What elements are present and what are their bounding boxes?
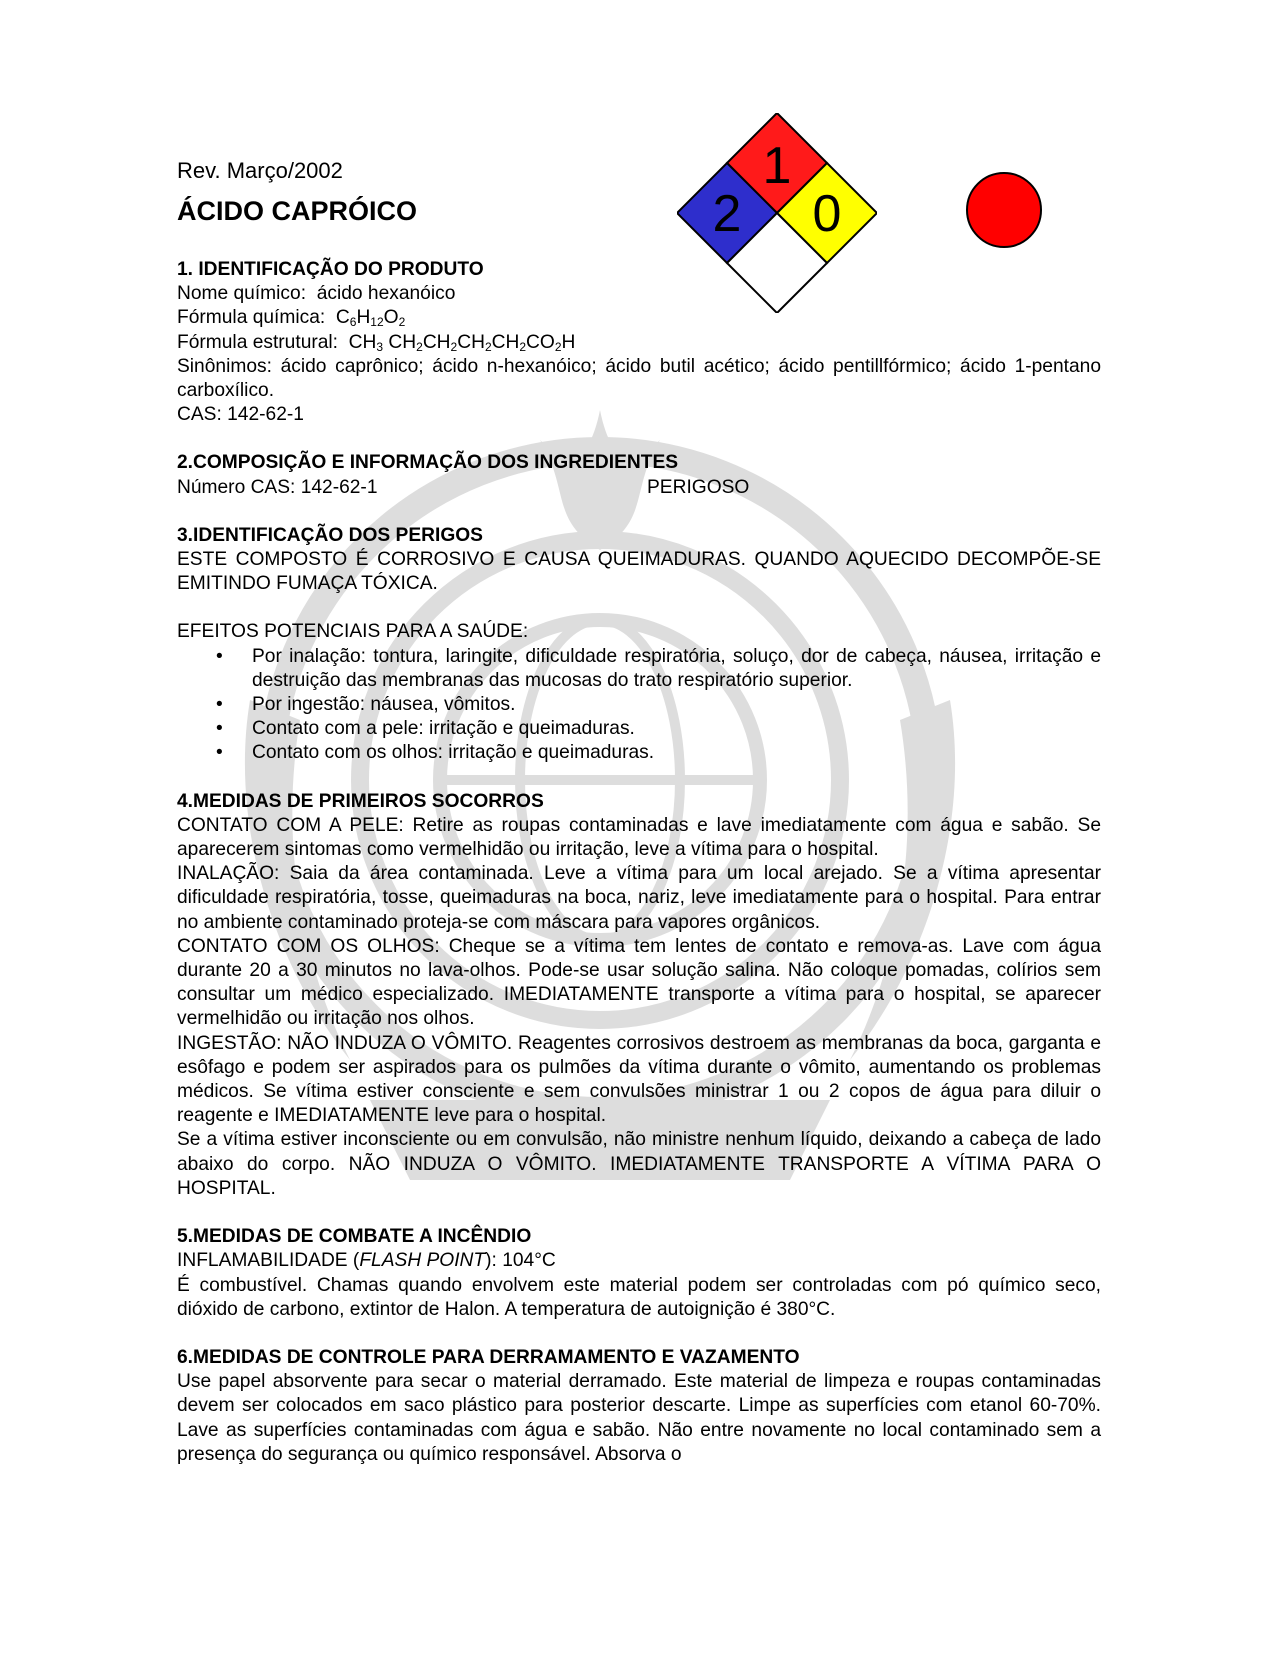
- list-item: • Por ingestão: náusea, vômitos.: [252, 693, 1101, 717]
- first-aid-eyes: CONTATO COM OS OLHOS: Cheque se a vítima tem lentes de contato e remova-as. Lave com água durante 20 a 30 minutos no lava-olhos. Pode-se usar solução salina. Não coloque pomadas, colírios sem consultar um médico especializado. IMEDIATAMENTE transporte a vítima para o hospital, se aparecer vermelhidão ou irritação nos olhos.: [177, 935, 1101, 1030]
- section-identificacao: [177, 258, 1101, 427]
- first-aid-inhalation: INALAÇÃO: Saia da área contaminada. Leve a vítima para um local arejado. Se a vítima apresentar dificuldade respiratória, tosse, queimaduras na boca, nariz, leve imediatamente para o hospital. Para entrar no ambiente contaminado proteja-se com máscara para vapores orgânicos.: [177, 863, 1101, 933]
- list-item: • Contato com os olhos: irritação e queimaduras.: [252, 741, 1101, 765]
- nome-quimico-value: ácido hexanóico: [316, 283, 456, 305]
- formula-estrutural-label: Fórmula estrutural:: [177, 331, 339, 353]
- health-effects-list: [177, 645, 1101, 766]
- section-5-heading: 5.MEDIDAS DE COMBATE A INCÊNDIO: [177, 1226, 532, 1248]
- fire-fighting-text: É combustível. Chamas quando envolvem este material podem ser controladas com pó químico seco, dióxido de carbono, extintor de Halon. A temperatura de autoignição é 380°C.: [177, 1274, 1101, 1320]
- nfpa-health-value: 2: [712, 185, 742, 243]
- cas-number-row: [177, 476, 1101, 500]
- cas-line: CAS: 142-62-1: [177, 404, 304, 426]
- flash-point-label: INFLAMABILIDADE (: [177, 1250, 360, 1272]
- spill-control-text: Use papel absorvente para secar o material derramado. Este material de limpeza e roupas contaminadas devem ser colocados em saco plástico para posterior descarte. Limpe as superfícies com etanol 60-70%. Lave as superfícies contaminadas com água e sabão. Não entre novamente no local contaminado sem a presença do segurança ou químico responsável. Absorva o: [177, 1371, 1101, 1465]
- section-1-heading: 1. IDENTIFICAÇÃO DO PRODUTO: [177, 259, 484, 280]
- flash-point-line: [177, 1249, 1101, 1273]
- list-item: • Contato com a pele: irritação e queimaduras.: [252, 717, 1101, 741]
- cas-number: Número CAS: 142-62-1: [177, 476, 378, 498]
- first-aid-ingestion: INGESTÃO: NÃO INDUZA O VÔMITO. Reagentes corrosivos destroem as membranas da boca, garganta e esôfago e podem ser aspirados para os pulmões da vítima durante o vômito, aumentando os problemas médicos. Se vítima estiver consciente e sem convulsões ministrar 1 ou 2 copos de água para diluir o reagente e IMEDIATAMENTE leve para o hospital.: [177, 1032, 1101, 1127]
- document-title: ÁCIDO CAPRÓICO: [177, 196, 418, 226]
- flash-point-italic: FLASH POINT: [359, 1250, 486, 1272]
- list-item: • Por inalação: tontura, laringite, dificuldade respiratória, soluço, dor de cabeça, náusea, irritação e destruição das membranas das mucosas do trato respiratório superior.: [252, 645, 1101, 693]
- first-aid-skin: CONTATO COM A PELE: Retire as roupas contaminadas e lave imediatamente com água e sabão. Se aparecerem sintomas como vermelhidão ou irritação, leve a vítima para o hospital.: [177, 814, 1101, 861]
- nfpa-flammability-value: 1: [762, 137, 792, 195]
- nome-quimico-line: [177, 282, 1101, 306]
- section-perigos: [177, 524, 1101, 766]
- health-effects-title: EFEITOS POTENCIAIS PARA A SAÚDE:: [177, 621, 529, 643]
- formula-estrutural-line: Fórmula estrutural: $CH_3$ $CH_2CH_2CH_2CH_2CO_2H$: [177, 331, 576, 354]
- section-4-heading: 4.MEDIDAS DE PRIMEIROS SOCORROS: [177, 790, 544, 812]
- nfpa-reactivity-value: 0: [812, 185, 842, 243]
- section-incendio: [177, 1225, 1101, 1322]
- nome-quimico-label: Nome químico:: [177, 283, 307, 305]
- hazard-warning: ESTE COMPOSTO É CORROSIVO E CAUSA QUEIMADURAS. QUANDO AQUECIDO DECOMPÕE-SE EMITINDO FUMAÇA TÓXICA.: [177, 549, 1101, 595]
- section-composicao: [177, 451, 1101, 499]
- formula-quimica-label: Fórmula química:: [177, 307, 326, 329]
- hazard-class: PERIGOSO: [647, 476, 750, 498]
- formula-quimica-line: Fórmula química: $C_6H_{12}O_2$: [177, 307, 406, 330]
- section-3-heading: 3.IDENTIFICAÇÃO DOS PERIGOS: [177, 524, 483, 546]
- red-hazard-dot: [966, 172, 1042, 248]
- document-body: [177, 258, 1101, 1467]
- section-primeiros-socorros: [177, 790, 1101, 1201]
- flash-point-value: ): 104°C: [485, 1250, 556, 1272]
- sinonimos-line: Sinônimos: ácido caprônico; ácido n-hexanóico; ácido butil acético; ácido pentillfórmico; ácido 1-pentano carboxílico.: [177, 355, 1101, 402]
- revision-date: Rev. Março/2002: [177, 158, 343, 183]
- section-6-heading: 6.MEDIDAS DE CONTROLE PARA DERRAMAMENTO E VAZAMENTO: [177, 1346, 800, 1368]
- section-derramamento: [177, 1346, 1101, 1467]
- first-aid-unconscious: Se a vítima estiver inconsciente ou em convulsão, não ministre nenhum líquido, deixando a cabeça de lado abaixo do corpo. NÃO INDUZA O VÔMITO. IMEDIATAMENTE TRANSPORTE A VÍTIMA PARA O HOSPITAL.: [177, 1129, 1101, 1199]
- section-2-heading: 2.COMPOSIÇÃO E INFORMAÇÃO DOS INGREDIENTES: [177, 452, 679, 474]
